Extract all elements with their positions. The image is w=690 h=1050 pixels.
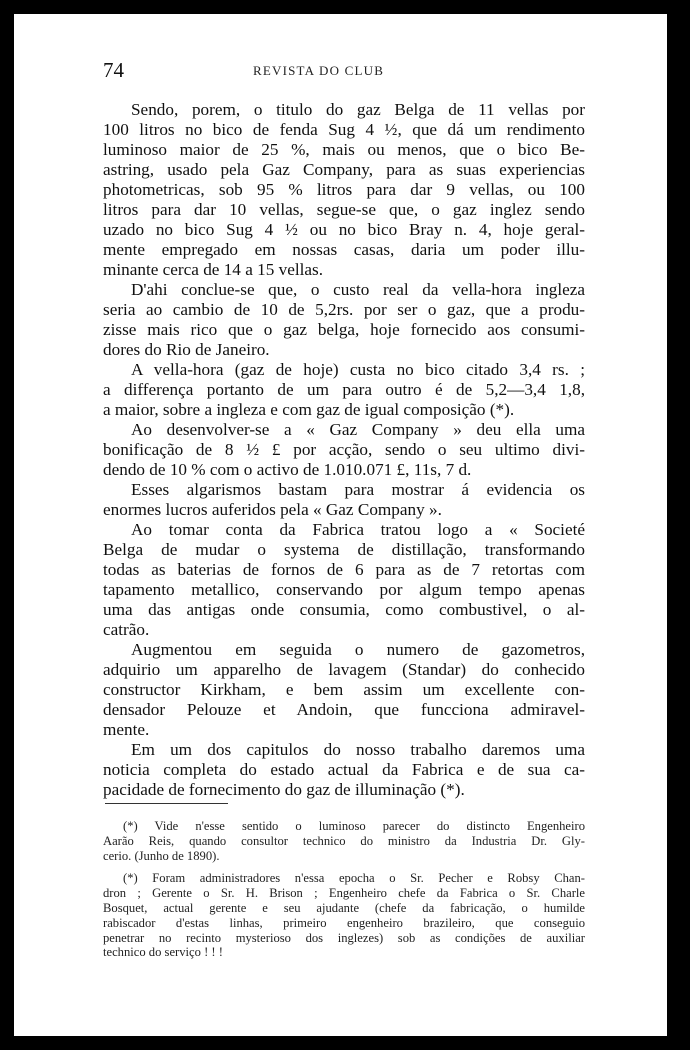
- paragraph: [103, 360, 585, 420]
- paragraph-line: tapamento metallico, conservando por algum tempo apenas: [103, 580, 585, 599]
- paragraph-line: 100 litros no bico de fenda Sug 4 ½, que dá um rendimento: [103, 120, 585, 139]
- paragraph-line: constructor Kirkham, e bem assim um excellente con-: [103, 680, 585, 699]
- footnote-line: technico do serviço ! ! !: [103, 945, 223, 960]
- footnotes: [103, 819, 585, 968]
- paragraph-line: Ao tomar conta da Fabrica tratou logo a « Societé: [131, 520, 585, 539]
- body-text: [103, 100, 585, 800]
- paragraph-line: minante cerca de 14 a 15 vellas.: [103, 260, 323, 279]
- footnote-line: (*) Vide n'esse sentido o luminoso parecer do distincto Engenheiro: [123, 819, 585, 833]
- paragraph: [103, 420, 585, 480]
- paragraph-line: enormes lucros auferidos pela « Gaz Company ».: [103, 500, 442, 519]
- paragraph-line: densador Pelouze et Andoin, que funcciona admiravel-: [103, 700, 585, 719]
- paragraph-line: Sendo, porem, o titulo do gaz Belga de 11 vellas por: [131, 100, 585, 119]
- paragraph: [103, 520, 585, 640]
- page-number: 74: [103, 58, 124, 82]
- paragraph-line: a differença portanto de um para outro é de 5,2—3,4 1,8,: [103, 380, 585, 399]
- footnote-line: Aarão Reis, quando consultor technico do ministro da Industria Dr. Gly-: [103, 833, 585, 848]
- footnote-line: (*) Foram administradores n'essa epocha o Sr. Pecher e Robsy Chan-: [123, 871, 585, 886]
- paragraph-line: dendo de 10 % com o activo de 1.010.071 £, 11s, 7 d.: [103, 460, 472, 479]
- paragraph-line: bonificação de 8 ½ £ por acção, sendo o seu ultimo divi-: [103, 440, 585, 459]
- footnote-line: cerio. (Junho de 1890).: [103, 848, 220, 863]
- paragraph: [103, 740, 585, 800]
- page-header: [103, 58, 603, 82]
- paragraph-line: a maior, sobre a ingleza e com gaz de igual composição (*).: [103, 400, 515, 419]
- paragraph-line: astring, usado pela Gaz Company, para as suas experiencias: [103, 160, 585, 179]
- paragraph-line: photometricas, sob 95 % litros para dar 9 vellas, ou 100: [103, 180, 585, 199]
- paragraph-line: pacidade de fornecimento do gaz de illuminação (*).: [103, 780, 465, 799]
- footnote-line: dron ; Gerente o Sr. H. Brison ; Engenheiro chefe da Fabrica o Sr. Charle: [103, 886, 585, 901]
- paragraph-line: Esses algarismos bastam para mostrar á evidencia os: [131, 480, 585, 499]
- footnote: [103, 819, 585, 863]
- paragraph-line: noticia completa do estado actual da Fabrica e de sua ca-: [103, 760, 585, 779]
- paragraph-line: mente.: [103, 720, 150, 739]
- paragraph-line: dores do Rio de Janeiro.: [103, 340, 270, 359]
- paragraph-line: Em um dos capitulos do nosso trabalho daremos uma: [131, 740, 585, 759]
- paragraph-line: Ao desenvolver-se a « Gaz Company » deu ella uma: [131, 420, 585, 439]
- paragraph-line: catrão.: [103, 620, 150, 639]
- paragraph-line: A vella-hora (gaz de hoje) custa no bico citado 3,4 rs. ;: [131, 360, 585, 379]
- footnote-line: rabiscador d'estas linhas, primeiro engenheiro brazileiro, que conseguio: [103, 915, 585, 930]
- paragraph-line: luminoso maior de 25 %, mais ou menos, que o bico Be-: [103, 140, 585, 159]
- paragraph-line: litros para dar 10 vellas, segue-se que, o gaz inglez sendo: [103, 200, 585, 219]
- paragraph-line: Belga de mudar o systema de distillação, transformando: [103, 540, 585, 559]
- paragraph-line: mente empregado em nossas casas, daria um poder illu-: [103, 240, 585, 259]
- paragraph-line: seria ao cambio de 10 de 5,2rs. por ser o gaz, que a produ-: [103, 300, 585, 319]
- paragraph-line: Augmentou em seguida o numero de gazometros,: [131, 640, 585, 659]
- running-title: REVISTA DO CLUB: [253, 63, 385, 78]
- paragraph: [103, 100, 585, 280]
- paragraph-line: uma das antigas onde consumia, como combustivel, o al-: [103, 600, 585, 619]
- paragraph: [103, 480, 585, 520]
- footnote-line: Bosquet, actual gerente e seu ajudante (chefe da fabricação, o humilde: [103, 900, 585, 915]
- book-page: [14, 14, 667, 1036]
- paragraph-line: D'ahi conclue-se que, o custo real da vella-hora ingleza: [131, 280, 585, 299]
- footnote-rule: [105, 803, 228, 804]
- footnote-line: penetrar no recinto mysterioso dos inglezes) sob as condições de auxiliar: [103, 930, 585, 945]
- paragraph-line: todas as baterias de fornos de 6 para as de 7 retortas com: [103, 560, 585, 579]
- paragraph: [103, 280, 585, 360]
- paragraph: [103, 640, 585, 740]
- paragraph-line: uzado no bico Sug 4 ½ ou no bico Bray n. 4, hoje geral-: [103, 220, 585, 239]
- paragraph-line: zisse mais rico que o gaz belga, hoje fornecido aos consumi-: [103, 320, 585, 339]
- paragraph-line: adquirio um apparelho de lavagem (Standar) do conhecido: [103, 660, 585, 679]
- footnote: [103, 871, 585, 960]
